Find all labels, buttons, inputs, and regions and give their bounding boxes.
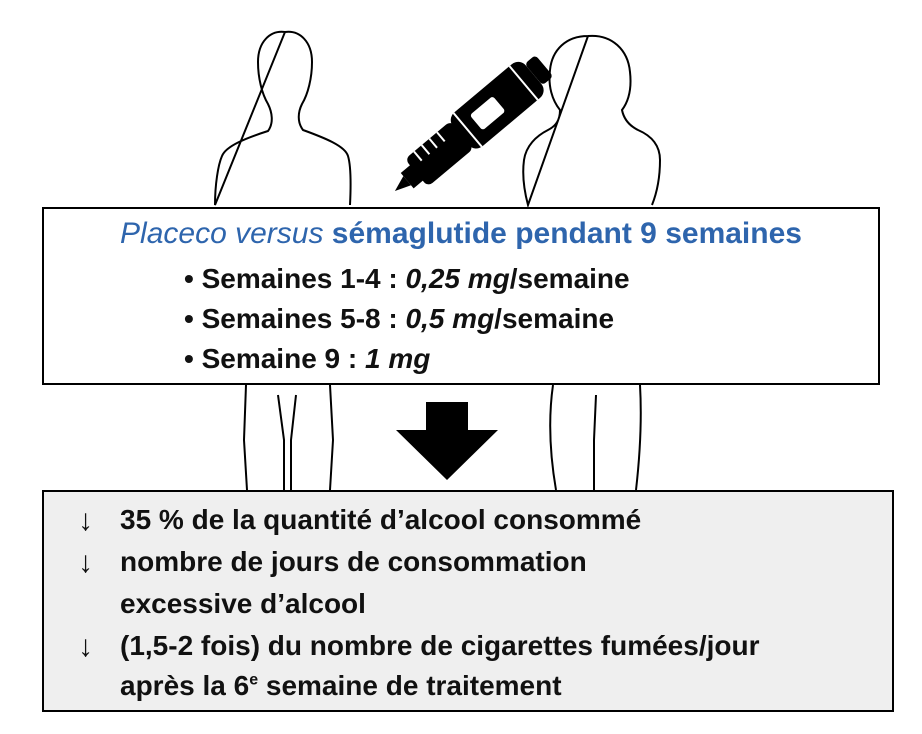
decrease-arrow-icon: ↓ (78, 504, 93, 537)
injection-pen-icon (381, 49, 559, 208)
result-text: après la 6e semaine de traitement (120, 670, 562, 701)
results-box (42, 490, 894, 712)
result-text: nombre de jours de consommation (120, 546, 587, 577)
dose-item: • Semaines 5-8 : 0,5 mg/semaine (184, 303, 615, 334)
result-text: 35 % de la quantité d’alcool consommé (120, 504, 642, 535)
down-arrow-icon (396, 402, 498, 480)
dose-item: • Semaines 1-4 : 0,25 mg/semaine (184, 263, 630, 294)
decrease-arrow-icon: ↓ (78, 630, 93, 663)
decrease-arrow-icon: ↓ (78, 546, 93, 579)
treatment-title: Placeco versus sémaglutide pendant 9 semaines (120, 217, 802, 250)
dose-item: • Semaine 9 : 1 mg (184, 343, 431, 374)
result-text: (1,5-2 fois) du nombre de cigarettes fumées/jour (120, 630, 760, 661)
result-text: excessive d’alcool (120, 588, 366, 619)
treatment-box (42, 207, 880, 385)
